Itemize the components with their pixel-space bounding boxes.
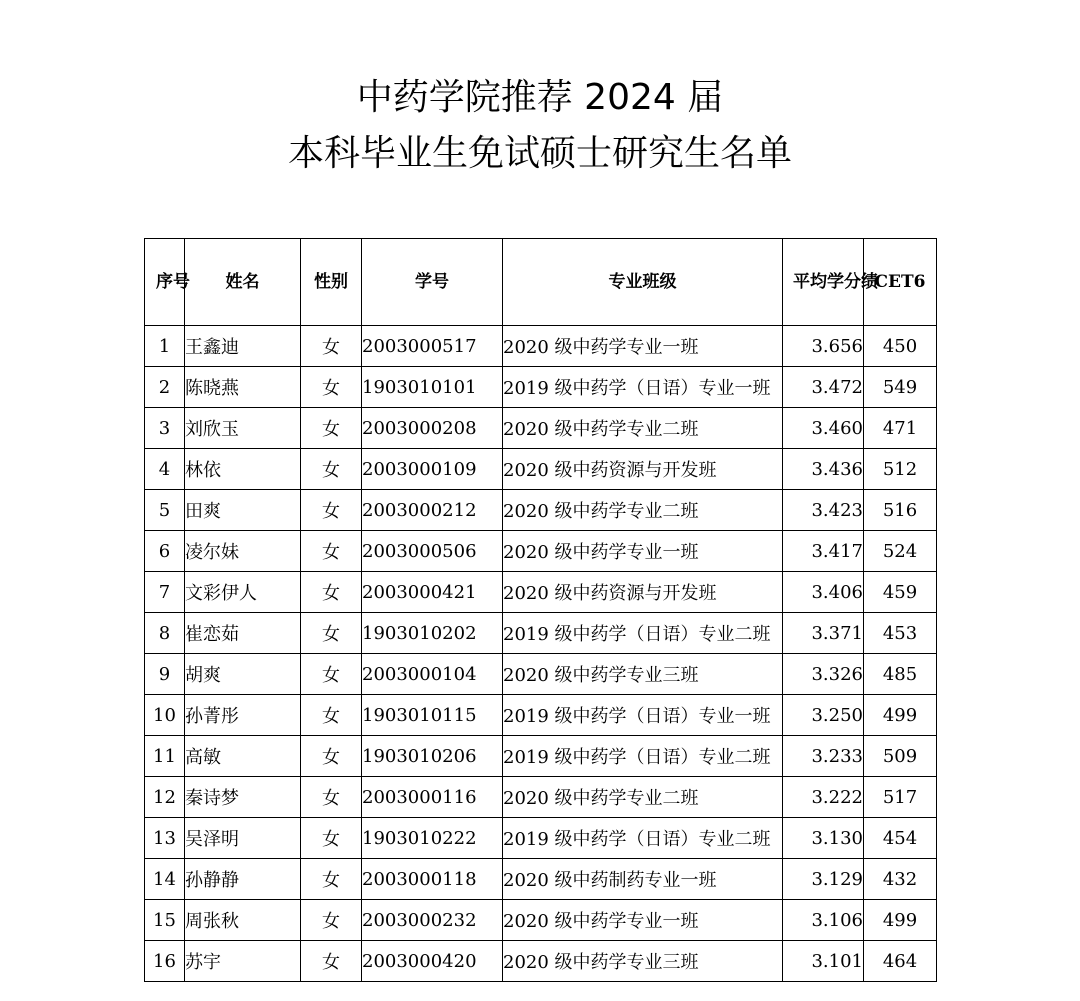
cell-no: 16 — [145, 941, 185, 982]
cell-major-class: 2020 级中药学专业二班 — [503, 777, 783, 818]
cell-no: 1 — [145, 326, 185, 367]
cell-name: 高敏 — [185, 736, 301, 777]
cell-major-class: 2020 级中药学专业一班 — [503, 326, 783, 367]
cell-no: 14 — [145, 859, 185, 900]
cell-major-class: 2019 级中药学（日语）专业二班 — [503, 613, 783, 654]
header-cet6: CET6 — [864, 239, 937, 326]
cell-cet6: 524 — [864, 531, 937, 572]
cell-major-class: 2019 级中药学（日语）专业二班 — [503, 736, 783, 777]
cell-cet6: 509 — [864, 736, 937, 777]
document-title-line2: 本科毕业生免试硕士研究生名单 — [287, 133, 792, 174]
cell-name: 孙静静 — [185, 859, 301, 900]
cell-student-id: 2003000517 — [362, 326, 503, 367]
cell-name: 刘欣玉 — [185, 408, 301, 449]
cell-sex: 女 — [301, 695, 362, 736]
cell-no: 4 — [145, 449, 185, 490]
cell-gpa: 3.656 — [783, 326, 864, 367]
cell-cet6: 450 — [864, 326, 937, 367]
cell-student-id: 2003000118 — [362, 859, 503, 900]
cell-gpa: 3.250 — [783, 695, 864, 736]
table-row — [145, 777, 937, 818]
cell-cet6: 471 — [864, 408, 937, 449]
cell-student-id: 2003000104 — [362, 654, 503, 695]
cell-student-id: 1903010115 — [362, 695, 503, 736]
header-major-class: 专业班级 — [503, 239, 783, 326]
header-no: 序号 — [145, 239, 185, 326]
header-sex: 性别 — [301, 239, 362, 326]
cell-gpa: 3.472 — [783, 367, 864, 408]
cell-major-class: 2019 级中药学（日语）专业一班 — [503, 367, 783, 408]
cell-cet6: 499 — [864, 695, 937, 736]
cell-major-class: 2020 级中药学专业二班 — [503, 408, 783, 449]
table-row — [145, 408, 937, 449]
cell-gpa: 3.423 — [783, 490, 864, 531]
cell-sex: 女 — [301, 449, 362, 490]
cell-student-id: 2003000506 — [362, 531, 503, 572]
cell-student-id: 2003000109 — [362, 449, 503, 490]
cell-major-class: 2020 级中药学专业二班 — [503, 490, 783, 531]
cell-no: 8 — [145, 613, 185, 654]
cell-gpa: 3.326 — [783, 654, 864, 695]
document-title-line1: 中药学院推荐 2024 届 — [356, 77, 724, 118]
cell-student-id: 2003000208 — [362, 408, 503, 449]
cell-major-class: 2020 级中药学专业三班 — [503, 654, 783, 695]
cell-cet6: 549 — [864, 367, 937, 408]
cell-name: 陈晓燕 — [185, 367, 301, 408]
table-row — [145, 859, 937, 900]
cell-cet6: 432 — [864, 859, 937, 900]
cell-name: 凌尔妹 — [185, 531, 301, 572]
cell-no: 11 — [145, 736, 185, 777]
cell-sex: 女 — [301, 818, 362, 859]
cell-sex: 女 — [301, 572, 362, 613]
table-row — [145, 613, 937, 654]
cell-cet6: 485 — [864, 654, 937, 695]
cell-major-class: 2020 级中药学专业一班 — [503, 531, 783, 572]
cell-sex: 女 — [301, 736, 362, 777]
cell-gpa: 3.417 — [783, 531, 864, 572]
table-row — [145, 326, 937, 367]
cell-no: 2 — [145, 367, 185, 408]
cell-cet6: 459 — [864, 572, 937, 613]
cell-name: 苏宇 — [185, 941, 301, 982]
cell-student-id: 2003000232 — [362, 900, 503, 941]
cell-student-id: 2003000420 — [362, 941, 503, 982]
table-row — [145, 736, 937, 777]
cell-sex: 女 — [301, 941, 362, 982]
cell-gpa: 3.460 — [783, 408, 864, 449]
table-row — [145, 449, 937, 490]
cell-name: 田爽 — [185, 490, 301, 531]
cell-major-class: 2020 级中药学专业一班 — [503, 900, 783, 941]
cell-name: 吴泽明 — [185, 818, 301, 859]
cell-cet6: 454 — [864, 818, 937, 859]
table-row — [145, 490, 937, 531]
cell-major-class: 2020 级中药制药专业一班 — [503, 859, 783, 900]
cell-gpa: 3.106 — [783, 900, 864, 941]
cell-gpa: 3.371 — [783, 613, 864, 654]
cell-sex: 女 — [301, 613, 362, 654]
cell-major-class: 2020 级中药资源与开发班 — [503, 572, 783, 613]
cell-student-id: 1903010202 — [362, 613, 503, 654]
header-name: 姓名 — [185, 239, 301, 326]
cell-name: 胡爽 — [185, 654, 301, 695]
cell-cet6: 499 — [864, 900, 937, 941]
table-row — [145, 941, 937, 982]
cell-sex: 女 — [301, 777, 362, 818]
cell-sex: 女 — [301, 408, 362, 449]
header-gpa: 平均学分绩 — [783, 239, 864, 326]
cell-no: 3 — [145, 408, 185, 449]
cell-student-id: 2003000116 — [362, 777, 503, 818]
cell-gpa: 3.130 — [783, 818, 864, 859]
cell-sex: 女 — [301, 326, 362, 367]
cell-sex: 女 — [301, 900, 362, 941]
table-row — [145, 572, 937, 613]
cell-name: 孙菁彤 — [185, 695, 301, 736]
cell-student-id: 2003000421 — [362, 572, 503, 613]
cell-major-class: 2020 级中药资源与开发班 — [503, 449, 783, 490]
cell-gpa: 3.233 — [783, 736, 864, 777]
cell-gpa: 3.222 — [783, 777, 864, 818]
header-student-id: 学号 — [362, 239, 503, 326]
cell-no: 5 — [145, 490, 185, 531]
cell-student-id: 2003000212 — [362, 490, 503, 531]
cell-name: 文彩伊人 — [185, 572, 301, 613]
cell-major-class: 2019 级中药学（日语）专业二班 — [503, 818, 783, 859]
table-row — [145, 367, 937, 408]
cell-sex: 女 — [301, 859, 362, 900]
table-row — [145, 818, 937, 859]
cell-sex: 女 — [301, 490, 362, 531]
cell-major-class: 2019 级中药学（日语）专业一班 — [503, 695, 783, 736]
cell-no: 12 — [145, 777, 185, 818]
cell-no: 7 — [145, 572, 185, 613]
cell-sex: 女 — [301, 531, 362, 572]
cell-gpa: 3.129 — [783, 859, 864, 900]
cell-gpa: 3.406 — [783, 572, 864, 613]
cell-cet6: 512 — [864, 449, 937, 490]
cell-no: 10 — [145, 695, 185, 736]
table-row — [145, 695, 937, 736]
cell-gpa: 3.101 — [783, 941, 864, 982]
cell-no: 15 — [145, 900, 185, 941]
cell-cet6: 464 — [864, 941, 937, 982]
cell-cet6: 453 — [864, 613, 937, 654]
table-header-row — [145, 239, 937, 326]
cell-student-id: 1903010222 — [362, 818, 503, 859]
cell-student-id: 1903010206 — [362, 736, 503, 777]
cell-student-id: 1903010101 — [362, 367, 503, 408]
cell-sex: 女 — [301, 367, 362, 408]
cell-name: 周张秋 — [185, 900, 301, 941]
table-row — [145, 654, 937, 695]
cell-gpa: 3.436 — [783, 449, 864, 490]
cell-cet6: 516 — [864, 490, 937, 531]
table-body — [145, 326, 937, 982]
cell-name: 秦诗梦 — [185, 777, 301, 818]
student-roster-table — [144, 238, 937, 982]
cell-cet6: 517 — [864, 777, 937, 818]
cell-name: 王鑫迪 — [185, 326, 301, 367]
cell-name: 崔恋茹 — [185, 613, 301, 654]
cell-no: 9 — [145, 654, 185, 695]
cell-major-class: 2020 级中药学专业三班 — [503, 941, 783, 982]
cell-no: 13 — [145, 818, 185, 859]
cell-sex: 女 — [301, 654, 362, 695]
cell-name: 林依 — [185, 449, 301, 490]
table-row — [145, 900, 937, 941]
cell-no: 6 — [145, 531, 185, 572]
table-row — [145, 531, 937, 572]
